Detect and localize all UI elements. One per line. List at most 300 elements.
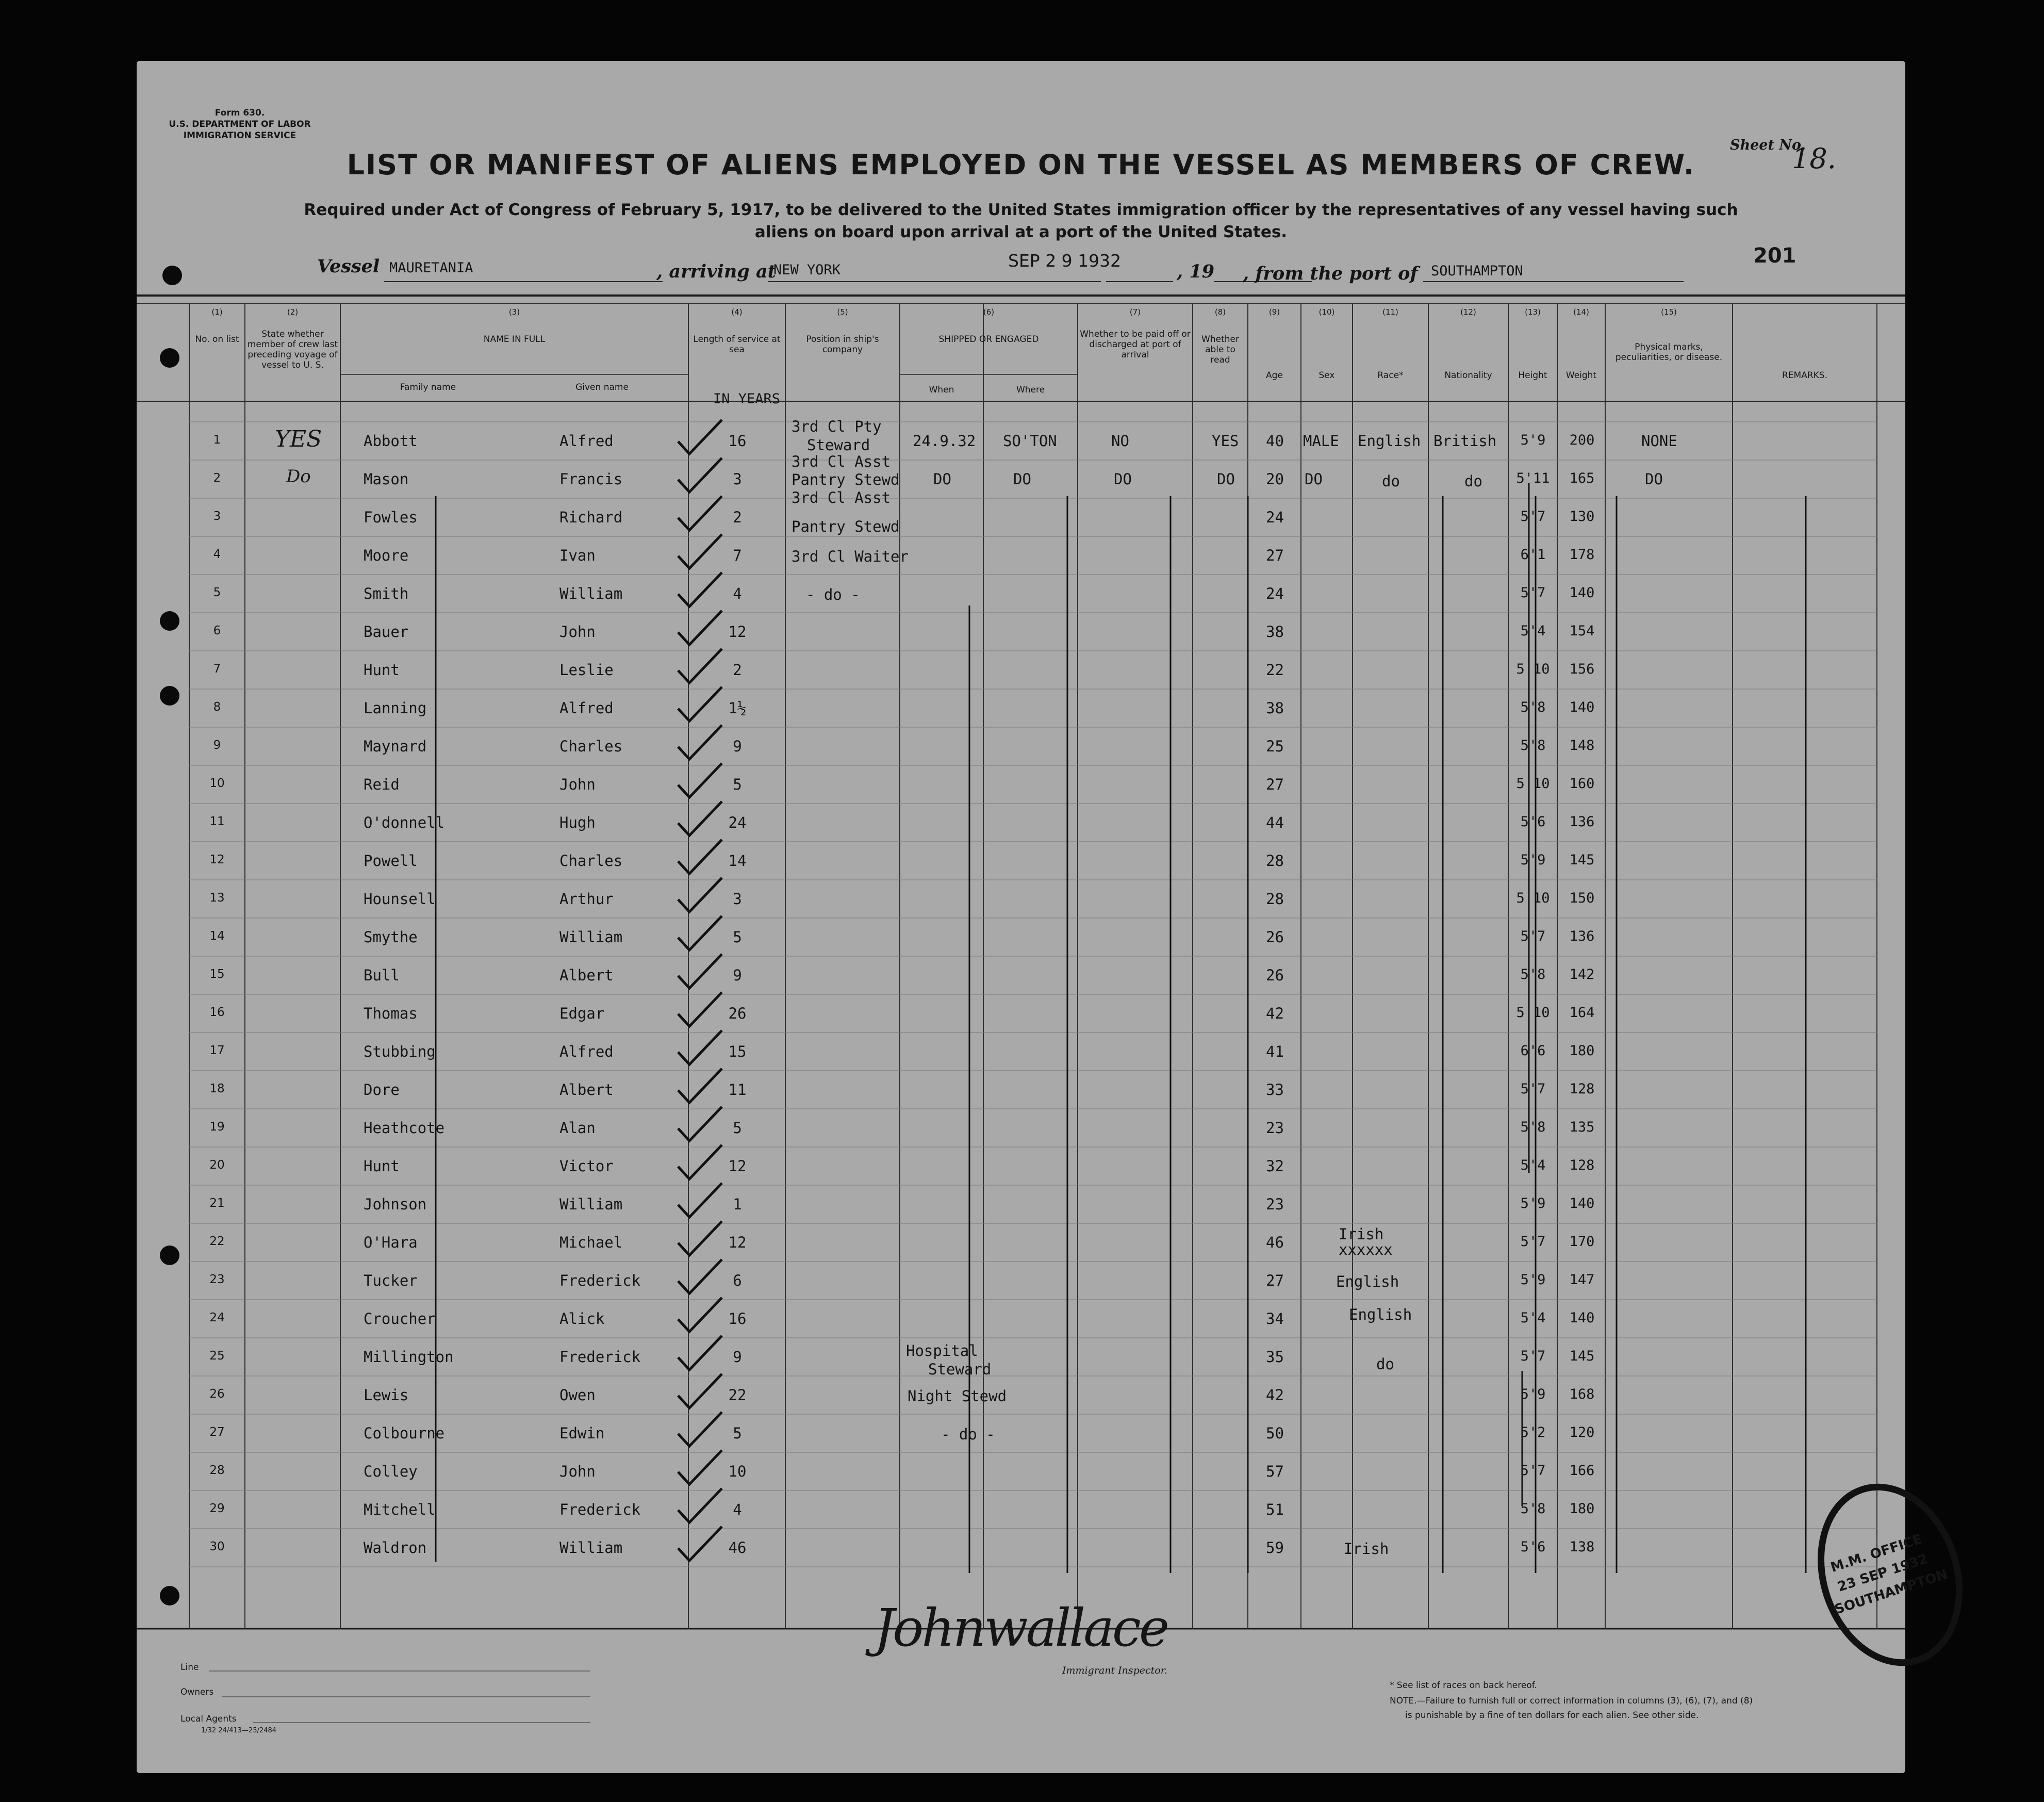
age: 59 <box>1266 1539 1284 1557</box>
age: 26 <box>1266 966 1284 984</box>
weight: 180 <box>1569 1043 1595 1059</box>
shipped-where: SO'TON <box>1003 432 1057 450</box>
height: 5'9 <box>1520 1195 1546 1211</box>
given-name: Richard <box>559 509 623 526</box>
family-name: Millington <box>364 1348 454 1366</box>
page-title: LIST OR MANIFEST OF ALIENS EMPLOYED ON THE VESSEL AS MEMBERS OF CREW. <box>347 149 1695 181</box>
family-name: Fowles <box>364 509 418 526</box>
weight: 147 <box>1569 1272 1595 1288</box>
given-name: Victor <box>559 1157 614 1175</box>
weight: 120 <box>1569 1424 1595 1440</box>
weight: 142 <box>1569 966 1595 982</box>
age: 57 <box>1266 1463 1284 1480</box>
height: 5'7 <box>1520 509 1546 525</box>
arrival-date-stamp: SEP 2 9 1932 <box>1008 251 1122 271</box>
weight: 150 <box>1569 890 1595 906</box>
column-number-c5: (5) <box>837 307 848 317</box>
line-label: Line <box>180 1662 199 1673</box>
family-name: Mitchell <box>364 1501 436 1518</box>
family-name: Mason <box>364 470 409 488</box>
race-25-ditto: do <box>1376 1355 1394 1373</box>
given-name: Leslie <box>559 661 614 679</box>
weight: 128 <box>1569 1157 1595 1173</box>
given-name: Alfred <box>559 1043 614 1060</box>
column-header-c3-family: Family name <box>400 382 456 392</box>
family-name: Stubbing <box>364 1043 436 1060</box>
given-name: Hugh <box>559 814 596 831</box>
vessel-label: Vessel <box>317 256 380 277</box>
ditto-nationality: do <box>1464 472 1482 490</box>
age: 42 <box>1266 1005 1284 1022</box>
prev-voyage-ditto: Do <box>286 466 311 487</box>
column-header-c6: SHIPPED OR ENGAGED <box>938 334 1039 345</box>
ditto-shipped-when: DO <box>933 470 951 488</box>
age: 26 <box>1266 928 1284 946</box>
form-number: Form 630. <box>215 108 265 118</box>
column-header-c1: No. on list <box>195 334 239 345</box>
position-27-ditto: - do - <box>941 1426 995 1443</box>
column-header-c14: Weight <box>1565 370 1597 381</box>
row-number: 4 <box>213 548 221 561</box>
column-number-c15: (15) <box>1661 307 1677 317</box>
service-years: 7 <box>733 547 742 564</box>
family-name: Hunt <box>364 661 400 679</box>
age: 35 <box>1266 1348 1284 1366</box>
subtitle-line-1: Required under Act of Congress of February 5, 1917, to be delivered to the United States immigration officer by the representatives of any vessel having such <box>304 201 1738 219</box>
service-years: 26 <box>728 1005 747 1022</box>
age: 24 <box>1266 509 1284 526</box>
race-30: Irish <box>1344 1540 1389 1558</box>
inspector-label: Immigrant Inspector. <box>1062 1665 1167 1676</box>
given-name: Albert <box>559 1081 614 1099</box>
given-name: Alfred <box>559 432 614 450</box>
height: 5'7 <box>1520 928 1546 944</box>
weight: 128 <box>1569 1081 1595 1097</box>
weight: 138 <box>1569 1539 1595 1555</box>
position-3b: Pantry Stewd <box>792 518 900 535</box>
service-years: 12 <box>728 623 747 641</box>
given-name: William <box>559 1195 623 1213</box>
row-number: 23 <box>209 1273 225 1286</box>
ditto-sex: DO <box>1305 470 1323 488</box>
owners-label: Owners <box>180 1687 214 1697</box>
form-header <box>168 107 312 141</box>
year-label: , 19 <box>1177 261 1215 282</box>
ditto-read: DO <box>1217 470 1235 488</box>
family-name: Hunt <box>364 1157 400 1175</box>
weight: 140 <box>1569 699 1595 715</box>
column-header-c9: Age <box>1266 370 1283 381</box>
family-name: Lewis <box>364 1386 409 1404</box>
column-header-c7: Whether to be paid off or discharged at port of arrival <box>1080 329 1191 360</box>
height: 5'7 <box>1520 1348 1546 1364</box>
row-number: 11 <box>209 815 225 828</box>
age: 41 <box>1266 1043 1284 1060</box>
row-number: 10 <box>209 777 225 790</box>
arrival-port: NEW YORK <box>773 262 841 278</box>
column-number-c11: (11) <box>1382 307 1398 317</box>
row-number: 29 <box>209 1502 225 1515</box>
given-name: Arthur <box>559 890 614 908</box>
column-number-c10: (10) <box>1318 307 1335 317</box>
family-name: Bull <box>364 966 400 984</box>
service-unit-typed: IN YEARS <box>713 391 781 407</box>
given-name: Michael <box>559 1234 623 1251</box>
vessel-name: MAURETANIA <box>389 260 473 276</box>
weight: 166 <box>1569 1463 1595 1479</box>
row-number: 14 <box>209 929 225 943</box>
row-number: 8 <box>213 700 221 714</box>
binder-hole <box>160 1246 179 1265</box>
position-25a: Hospital <box>906 1342 978 1359</box>
given-name: Alan <box>559 1119 596 1137</box>
weight: 156 <box>1569 661 1595 677</box>
given-name: Albert <box>559 966 614 984</box>
height: 5'10 <box>1516 890 1550 906</box>
height: 5'9 <box>1520 1386 1546 1402</box>
given-name: John <box>559 1463 596 1480</box>
position-2a: 3rd Cl Asst <box>792 453 891 470</box>
service-years: 12 <box>728 1157 747 1175</box>
form-department: U.S. DEPARTMENT OF LABOR <box>169 119 311 129</box>
given-name: William <box>559 928 623 946</box>
row-number: 21 <box>209 1197 225 1210</box>
weight: 164 <box>1569 1005 1595 1021</box>
height: 5'11 <box>1516 470 1550 486</box>
nationality: British <box>1433 432 1497 450</box>
column-header-c6-when: When <box>929 385 954 395</box>
race-22-a: Irish <box>1339 1225 1384 1243</box>
position-3a: 3rd Cl Asst <box>792 489 891 506</box>
column-number-c8: (8) <box>1214 307 1226 317</box>
ditto-race: do <box>1382 472 1400 490</box>
family-name: Reid <box>364 776 400 793</box>
age: 42 <box>1266 1386 1284 1404</box>
given-name: Charles <box>559 738 623 755</box>
column-number-c3: (3) <box>508 307 520 317</box>
row-number: 12 <box>209 853 225 866</box>
height: 5'8 <box>1520 699 1546 715</box>
age: 46 <box>1266 1234 1284 1251</box>
column-number-c2: (2) <box>287 307 299 317</box>
local-agents-label: Local Agents <box>180 1714 237 1724</box>
given-name: Alick <box>559 1310 605 1328</box>
height: 5'8 <box>1520 738 1546 753</box>
height: 5'9 <box>1520 852 1546 868</box>
binder-hole <box>160 686 179 706</box>
given-name: Frederick <box>559 1272 641 1289</box>
family-name: Maynard <box>364 738 427 755</box>
family-name: Croucher <box>364 1310 436 1328</box>
age: 27 <box>1266 776 1284 793</box>
position-4: 3rd Cl Waiter <box>792 548 909 565</box>
given-name: Edwin <box>559 1424 605 1442</box>
weight: 145 <box>1569 1348 1595 1364</box>
row-number: 17 <box>209 1044 225 1057</box>
column-number-c4: (4) <box>731 307 743 317</box>
row-number: 2 <box>213 471 221 485</box>
binder-hole <box>162 266 182 285</box>
given-name: John <box>559 623 596 641</box>
ditto-paid-off: DO <box>1114 470 1132 488</box>
row-number: 25 <box>209 1349 225 1363</box>
row-number: 15 <box>209 968 225 981</box>
weight: 136 <box>1569 928 1595 944</box>
row-number: 24 <box>209 1311 225 1324</box>
weight: 140 <box>1569 1195 1595 1211</box>
position-5-ditto: - do - <box>806 586 860 603</box>
age: 51 <box>1266 1501 1284 1518</box>
age: 28 <box>1266 890 1284 908</box>
column-header-c4: Length of service at sea <box>693 334 781 355</box>
height: 5'7 <box>1520 585 1546 601</box>
family-name: Dore <box>364 1081 400 1099</box>
given-name: Frederick <box>559 1501 641 1518</box>
given-name: Francis <box>559 470 623 488</box>
height: 5'9 <box>1520 1272 1546 1288</box>
column-number-c1: (1) <box>211 307 223 317</box>
subtitle <box>137 199 1905 243</box>
sheet-number: 18. <box>1792 142 1836 175</box>
note-line-1: NOTE.—Failure to furnish full or correct information in columns (3), (6), (7), and (8) <box>1390 1696 1753 1706</box>
service-years: 10 <box>728 1463 747 1480</box>
service-years: 1 <box>733 1195 742 1213</box>
height: 5'4 <box>1520 1157 1546 1173</box>
column-header-c3-given: Given name <box>575 382 629 392</box>
given-name: Alfred <box>559 699 614 717</box>
age: 28 <box>1266 852 1284 870</box>
height: 5'10 <box>1516 776 1550 792</box>
row-number: 28 <box>209 1464 225 1477</box>
service-years: 9 <box>733 966 742 984</box>
family-name: Smythe <box>364 928 418 946</box>
departure-port: SOUTHAMPTON <box>1431 263 1523 279</box>
column-number-c6: (6) <box>983 307 995 317</box>
age: 27 <box>1266 547 1284 564</box>
given-name: Frederick <box>559 1348 641 1366</box>
row-number: 7 <box>213 662 221 676</box>
row-number: 6 <box>213 624 221 637</box>
service-years: 5 <box>733 1119 742 1137</box>
height: 5'2 <box>1520 1424 1546 1440</box>
service-years: 24 <box>728 814 747 831</box>
race: English <box>1358 432 1421 450</box>
service-years: 46 <box>728 1539 747 1557</box>
sheet-number-label: Sheet No. <box>1730 137 1806 153</box>
height: 6'1 <box>1520 547 1546 563</box>
family-name: O'Hara <box>364 1234 418 1251</box>
column-header-c5: Position in ship's company <box>806 334 879 355</box>
position-25b: Steward <box>928 1361 992 1378</box>
weight: 160 <box>1569 776 1595 792</box>
family-name: Waldron <box>364 1539 427 1557</box>
height: 5'4 <box>1520 1310 1546 1326</box>
sheet-code: 201 <box>1753 244 1796 268</box>
manifest-sheet <box>137 61 1950 1773</box>
weight: 200 <box>1569 432 1595 448</box>
row-number: 19 <box>209 1120 225 1134</box>
race-22-b: xxxxxx <box>1339 1241 1393 1258</box>
race-24: English <box>1349 1306 1412 1323</box>
column-header-remarks: REMARKS. <box>1782 370 1827 381</box>
column-number-c9: (9) <box>1268 307 1280 317</box>
age: 25 <box>1266 738 1284 755</box>
family-name: Abbott <box>364 432 418 450</box>
service-years: 4 <box>733 585 742 602</box>
age: 27 <box>1266 1272 1284 1289</box>
service-years: 16 <box>728 432 747 450</box>
from-port-label: , from the port of <box>1243 263 1418 284</box>
height: 5'6 <box>1520 1539 1546 1555</box>
service-years: 16 <box>728 1310 747 1328</box>
races-note: * See list of races on back hereof. <box>1390 1680 1537 1691</box>
given-name: Edgar <box>559 1005 605 1022</box>
height: 5'10 <box>1516 661 1550 677</box>
weight: 130 <box>1569 509 1595 525</box>
column-header-c13: Height <box>1518 370 1547 381</box>
row-number: 22 <box>209 1235 225 1248</box>
weight: 140 <box>1569 585 1595 601</box>
service-years: 5 <box>733 1424 742 1442</box>
service-years: 15 <box>728 1043 747 1060</box>
race-23: English <box>1336 1273 1399 1290</box>
sex: MALE <box>1303 432 1339 450</box>
weight: 170 <box>1569 1234 1595 1250</box>
service-years: 5 <box>733 776 742 793</box>
age: 38 <box>1266 699 1284 717</box>
row-number: 27 <box>209 1426 225 1439</box>
age: 20 <box>1266 470 1284 488</box>
service-years: 6 <box>733 1272 742 1289</box>
row-number: 3 <box>213 510 221 523</box>
weight: 135 <box>1569 1119 1595 1135</box>
service-years: 14 <box>728 852 747 870</box>
age: 23 <box>1266 1195 1284 1213</box>
service-years: 11 <box>728 1081 747 1099</box>
weight: 154 <box>1569 623 1595 639</box>
row-number: 13 <box>209 891 225 905</box>
family-name: Tucker <box>364 1272 418 1289</box>
height: 6'6 <box>1520 1043 1546 1059</box>
given-name: John <box>559 776 596 793</box>
weight: 145 <box>1569 852 1595 868</box>
row-number: 9 <box>213 739 221 752</box>
inspector-signature: Johnwallace <box>874 1598 1168 1658</box>
service-years: 9 <box>733 738 742 755</box>
position-1a: 3rd Cl Pty <box>792 418 882 435</box>
given-name: William <box>559 1539 623 1557</box>
form-service: IMMIGRATION SERVICE <box>183 130 296 141</box>
paid-off: NO <box>1111 432 1129 450</box>
weight: 168 <box>1569 1386 1595 1402</box>
weight: 148 <box>1569 738 1595 753</box>
column-header-c3: NAME IN FULL <box>483 334 546 345</box>
height: 5'8 <box>1520 966 1546 982</box>
binder-hole <box>160 348 179 368</box>
height: 5'7 <box>1520 1234 1546 1250</box>
age: 40 <box>1266 432 1284 450</box>
height: 5'9 <box>1520 432 1546 448</box>
height: 5'6 <box>1520 814 1546 830</box>
row-number: 1 <box>213 433 221 447</box>
able-to-read: YES <box>1212 432 1239 450</box>
height: 5'4 <box>1520 623 1546 639</box>
service-years: 2 <box>733 509 742 526</box>
weight: 178 <box>1569 547 1595 563</box>
column-header-c10: Sex <box>1318 370 1335 381</box>
weight: 165 <box>1569 470 1595 486</box>
age: 38 <box>1266 623 1284 641</box>
row-number: 26 <box>209 1387 225 1401</box>
service-years: 1½ <box>728 699 747 717</box>
family-name: Thomas <box>364 1005 418 1022</box>
age: 24 <box>1266 585 1284 602</box>
service-years: 3 <box>733 890 742 908</box>
given-name: Owen <box>559 1386 596 1404</box>
height: 5'7 <box>1520 1463 1546 1479</box>
column-number-c7: (7) <box>1129 307 1141 317</box>
service-years: 12 <box>728 1234 747 1251</box>
binder-hole <box>160 1586 179 1606</box>
row-number: 18 <box>209 1082 225 1095</box>
service-years: 22 <box>728 1386 747 1404</box>
weight: 180 <box>1569 1501 1595 1517</box>
column-header-c11: Race* <box>1377 370 1404 381</box>
column-header-c12: Nationality <box>1444 370 1492 381</box>
service-years: 3 <box>733 470 742 488</box>
service-years: 2 <box>733 661 742 679</box>
given-name: William <box>559 585 623 602</box>
age: 23 <box>1266 1119 1284 1137</box>
family-name: O'donnell <box>364 814 445 831</box>
column-header-c15: Physical marks, peculiarities, or disease. <box>1615 342 1723 363</box>
note-line-2: is punishable by a fine of ten dollars for each alien. See other side. <box>1405 1710 1699 1721</box>
family-name: Johnson <box>364 1195 427 1213</box>
age: 33 <box>1266 1081 1284 1099</box>
family-name: Moore <box>364 547 409 564</box>
family-name: Heathcote <box>364 1119 445 1137</box>
weight: 136 <box>1569 814 1595 830</box>
row-number: 30 <box>209 1540 225 1553</box>
column-number-c12: (12) <box>1460 307 1476 317</box>
family-name: Lanning <box>364 699 427 717</box>
ditto-physical: DO <box>1645 470 1663 488</box>
arriving-label: , arriving at <box>656 261 776 282</box>
given-name: Charles <box>559 852 623 870</box>
column-header-c6-where: Where <box>1016 385 1045 395</box>
height: 5'10 <box>1516 1005 1550 1021</box>
given-name: Ivan <box>559 547 596 564</box>
prev-voyage-yes: YES <box>275 426 322 452</box>
position-1b: Steward <box>807 436 870 454</box>
position-26: Night Stewd <box>908 1387 1007 1405</box>
column-number-c13: (13) <box>1525 307 1541 317</box>
family-name: Powell <box>364 852 418 870</box>
physical-marks: NONE <box>1641 432 1677 450</box>
subtitle-line-2: aliens on board upon arrival at a port of the United States. <box>754 223 1288 241</box>
family-name: Hounsell <box>364 890 436 908</box>
service-years: 5 <box>733 928 742 946</box>
column-number-c14: (14) <box>1573 307 1589 317</box>
height: 5'7 <box>1520 1081 1546 1097</box>
height: 5'8 <box>1520 1501 1546 1517</box>
service-years: 9 <box>733 1348 742 1366</box>
position-2b: Pantry Stewd <box>792 471 900 488</box>
shipped-when: 24.9.32 <box>913 432 976 450</box>
row-number: 16 <box>209 1006 225 1019</box>
family-name: Colbourne <box>364 1424 445 1442</box>
weight: 140 <box>1569 1310 1595 1326</box>
